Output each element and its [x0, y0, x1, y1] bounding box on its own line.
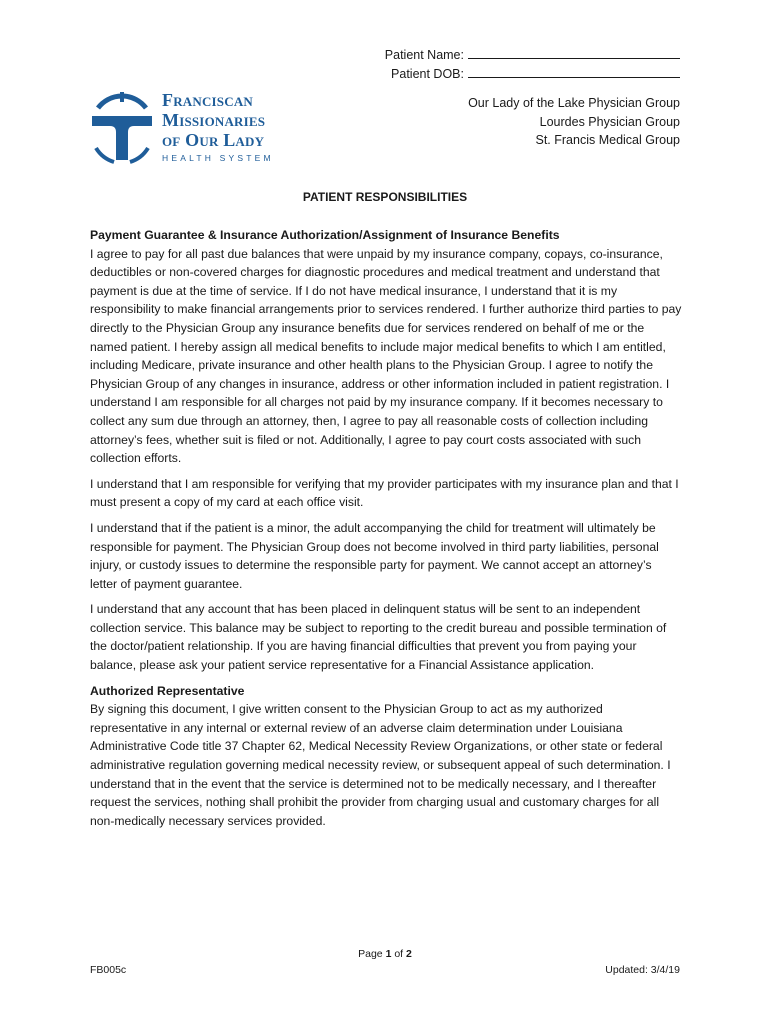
patient-dob-label: Patient DOB:: [391, 67, 464, 81]
authorized-representative-section: [90, 682, 682, 831]
patient-fields: [385, 46, 680, 84]
payment-paragraph-2: I understand that I am responsible for verifying that my provider participates with my insurance plan and that I must present a copy of my card at each office visit.: [90, 476, 679, 510]
patient-name-row[interactable]: [385, 46, 680, 65]
page-total: 2: [406, 948, 412, 960]
patient-name-label: Patient Name:: [384, 48, 464, 62]
page-prefix: Page: [358, 948, 383, 960]
payment-paragraph-1: I agree to pay for all past due balances that were unpaid by my insurance company, copays, co-insurance, deductibles or non-covered charges for diagnostic procedures and medical treatment and understand that payment is due at the time of service. If I do not have medical insurance, I understand that it is my responsibility to make financial arrangements prior to services rendered. I further authorize third parties to pay directly to the Physician Group any insurance benefits due for services rendered on behalf of me or the named patient. I hereby assign all medical benefits to include major medical benefits to which I am entitled, including Medicare, private insurance and other health plans to the Physician Group. I agree to notify the Physician Group of any changes in insurance, address or other information included in patient registration. I understand I am responsible for all charges not paid by my insurance company. If it becomes necessary to collect any sum due through an attorney, then, I agree to pay all reasonable costs of collection including attorney’s fees, whether suit is filed or not. Additionally, I agree to pay court costs associated with such collection efforts.: [90, 246, 682, 466]
group-item: St. Francis Medical Group: [535, 133, 680, 147]
group-item: Lourdes Physician Group: [539, 114, 680, 129]
patient-dob-row[interactable]: [385, 65, 680, 84]
physician-groups: [468, 94, 680, 150]
page-number: [0, 948, 770, 960]
page-title: PATIENT RESPONSIBILITIES: [302, 190, 468, 204]
payment-heading: Payment Guarantee & Insurance Authorization/Assignment of Insurance Benefits: [90, 228, 560, 242]
page-of: of: [394, 948, 404, 960]
patient-dob-line[interactable]: [468, 66, 680, 78]
payment-section: [90, 226, 682, 468]
document-body: [90, 226, 682, 837]
logo: [90, 90, 300, 170]
logo-line-4: HEALTH SYSTEM: [162, 153, 274, 163]
cross-tau-icon: [90, 90, 154, 164]
page-num: 1: [385, 948, 392, 960]
auth-paragraph-1: By signing this document, I give written consent to the Physician Group to act as my authorized representative in any internal or external review of an adverse claim determination under Louisiana Administrative Code title 37 Chapter 62, Medical Necessity Review Organizations, or other state or federal administrative regulation governing medical necessity review, or subsequent appeal of such determination. I understand that in the event that the service is determined not to be medically necessary, and I thereafter request the services, nothing shall prohibit the provider from charging usual and customary charges for all non-medically necessary services provided.: [90, 702, 671, 828]
logo-line-2: Missionaries: [162, 110, 266, 130]
group-item: Our Lady of the Lake Physician Group: [468, 96, 680, 110]
logo-line-3: of Our Lady: [162, 130, 265, 150]
form-code: FB005c: [90, 964, 127, 976]
auth-heading: Authorized Representative: [90, 683, 245, 698]
updated-date: Updated: 3/4/19: [605, 964, 680, 976]
patient-name-line[interactable]: [468, 47, 680, 59]
payment-paragraph-4: I understand that any account that has been placed in delinquent status will be sent to an independent collection service. This balance may be subject to reporting to the credit bureau and possible termination of the doctor/patient relationship. If you are having financial difficulties that prevent you from paying your balance, please ask your patient service representative for a Financial Assistance application.: [90, 602, 667, 673]
payment-paragraph-3: I understand that if the patient is a minor, the adult accompanying the child for treatment will ultimately be responsible for payment. The Physician Group does not become involved in third party liabilities, personal injury, or custody issues to determine the responsible party for payment. We cannot accept an attorney’s letter of payment guarantee.: [90, 520, 659, 591]
logo-line-1: Franciscan: [162, 90, 254, 110]
